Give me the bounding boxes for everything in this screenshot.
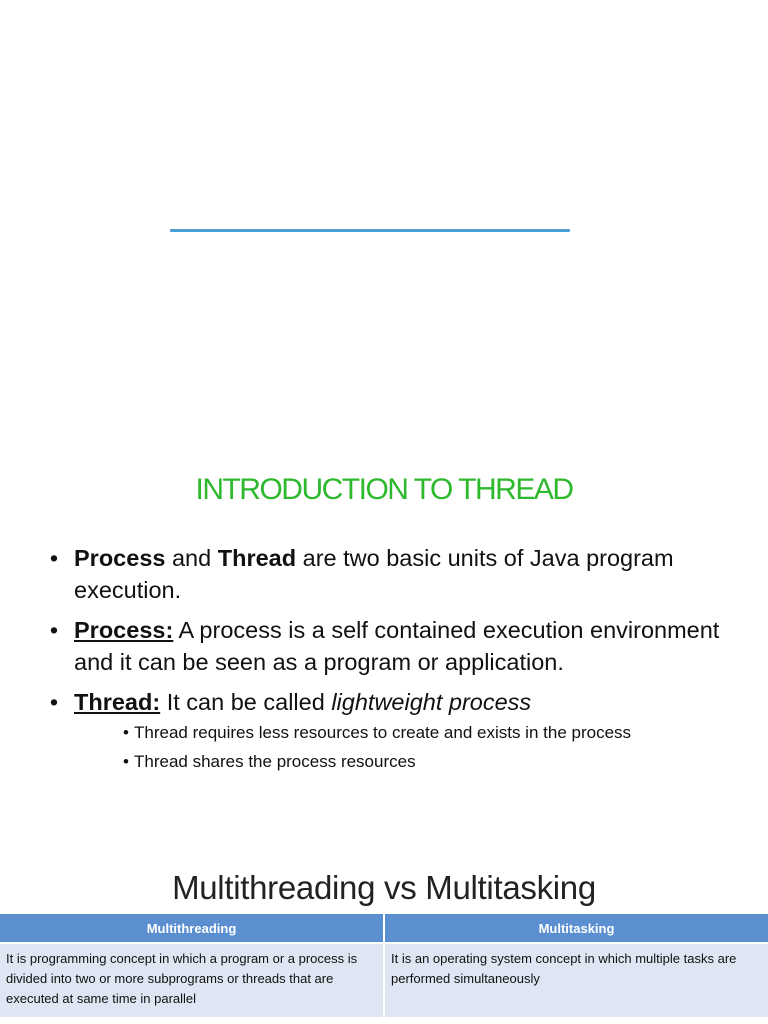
intro-slide — [0, 440, 768, 840]
sub-bullet-item — [116, 749, 734, 774]
table-cell-multitasking: It is an operating system concept in which multiple tasks are performed simultaneously — [384, 943, 768, 1017]
bullet-dot: • — [49, 545, 59, 571]
table-row — [0, 943, 768, 1017]
term-thread: Thread — [217, 545, 297, 571]
table-header-multitasking: Multitasking — [384, 914, 768, 943]
table-header-row — [0, 914, 768, 943]
bullet-thread-definition — [44, 686, 734, 774]
sub-bullet-dot: • — [123, 752, 129, 771]
bullet-dot: • — [49, 689, 59, 715]
sub-bullet-item — [116, 720, 734, 745]
intro-bullet-list — [44, 542, 734, 782]
sub-bullet-dot: • — [123, 723, 129, 742]
connector-text: and — [165, 545, 218, 571]
bullet-text: are two basic units of Java program execution. — [74, 545, 674, 603]
sub-bullet-text: Thread shares the process resources — [134, 752, 416, 771]
table-header-multithreading: Multithreading — [0, 914, 384, 943]
term-process-label: Process: — [74, 617, 174, 643]
bullet-text: It can be called — [160, 689, 332, 715]
comparison-table — [0, 914, 768, 1017]
term-process: Process — [74, 545, 166, 571]
thread-sub-bullet-list — [74, 720, 734, 774]
emphasis-text: lightweight process — [331, 689, 532, 715]
bullet-dot: • — [49, 617, 59, 643]
title-divider-line — [170, 229, 570, 232]
comparison-slide-title: Multithreading vs Multitasking — [172, 869, 596, 906]
table-cell-multithreading: It is programming concept in which a program or a process is divided into two or more subprograms or threads that are executed at same time in parallel — [0, 943, 384, 1017]
title-slide — [0, 0, 768, 440]
intro-slide-title: INTRODUCTION TO THREAD — [195, 473, 573, 506]
bullet-text: A process is a self contained execution environment and it can be seen as a program or application. — [74, 617, 720, 675]
sub-bullet-text: Thread requires less resources to create and exists in the process — [134, 723, 632, 742]
bullet-process-definition — [44, 614, 734, 678]
comparison-slide — [0, 867, 768, 1024]
bullet-process-and-thread — [44, 542, 734, 606]
term-thread-label: Thread: — [74, 689, 161, 715]
